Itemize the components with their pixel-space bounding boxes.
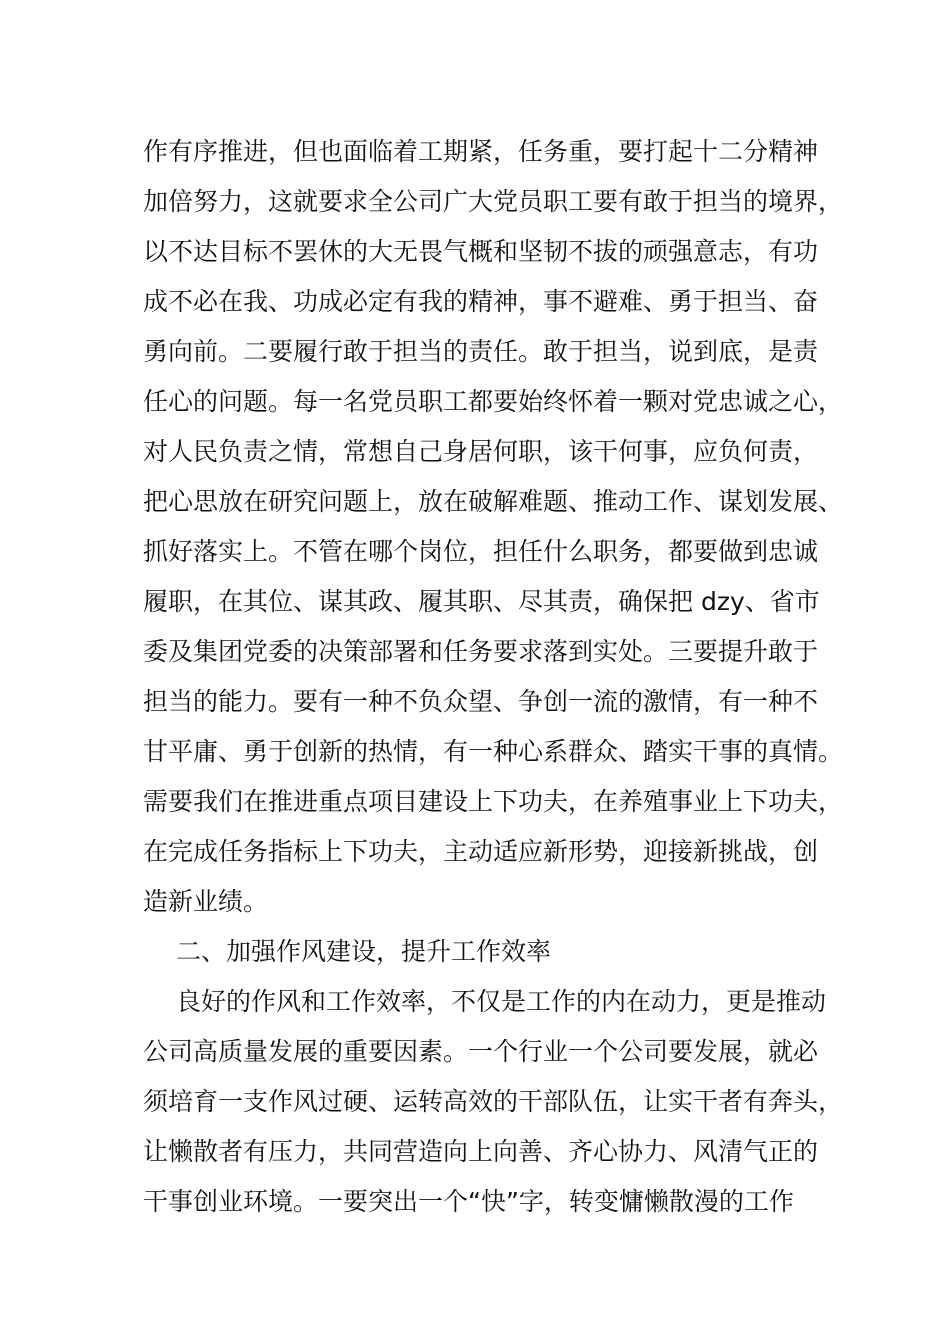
text-line: 担当的能力。要有一种不负众望、争创一流的激情，有一种不 [143,687,819,716]
text-line: 需要我们在推进重点项目建设上下功夫，在养殖事业上下功夫， [143,787,844,816]
text-line: 任心的问题。每一名党员职工都要始终怀着一颗对党忠诚之心， [143,387,844,416]
text-line: 在完成任务指标上下功夫，主动适应新形势，迎接新挑战，创 [143,837,819,866]
text-line: 履职，在其位、谋其政、履其职、尽其责，确保把 dzy、省市 [143,587,820,616]
text-line: 抓好落实上。不管在哪个岗位，担任什么职务，都要做到忠诚 [143,537,819,566]
document-body [143,127,844,1227]
text-line: 以不达目标不罢休的大无畏气概和坚韧不拔的顽强意志，有功 [143,237,819,266]
text-line: 造新业绩。 [143,887,269,916]
text-line: 加倍努力，这就要求全公司广大党员职工要有敢于担当的境界， [143,187,844,216]
section-text-line: 干事创业环境。一要突出一个“快”字，转变慵懒散漫的工作 [143,1187,794,1216]
text-line: 把心思放在研究问题上，放在破解难题、推动工作、谋划发展、 [143,487,844,516]
section-heading: 二、加强作风建设，提升工作效率 [176,937,552,966]
text-line: 勇向前。二要履行敢于担当的责任。敢于担当，说到底，是责 [143,337,819,366]
text-line: 成不必在我、功成必定有我的精神，事不避难、勇于担当、奋 [143,287,819,316]
section-text-line: 公司高质量发展的重要因素。一个行业一个公司要发展，就必 [143,1037,819,1066]
text-line: 对人民负责之情，常想自己身居何职，该干何事，应负何责， [143,437,819,466]
text-line: 委及集团党委的决策部署和任务要求落到实处。三要提升敢于 [143,637,819,666]
text-line: 甘平庸、勇于创新的热情，有一种心系群众、踏实干事的真情。 [143,737,844,766]
section-text-line: 须培育一支作风过硬、运转高效的干部队伍，让实干者有奔头， [143,1087,844,1116]
section-text-line: 良好的作风和工作效率，不仅是工作的内在动力，更是推动 [176,987,827,1016]
section-text-line: 让懒散者有压力，共同营造向上向善、齐心协力、风清气正的 [143,1137,819,1166]
text-line: 作有序推进，但也面临着工期紧，任务重，要打起十二分精神 [143,137,819,166]
